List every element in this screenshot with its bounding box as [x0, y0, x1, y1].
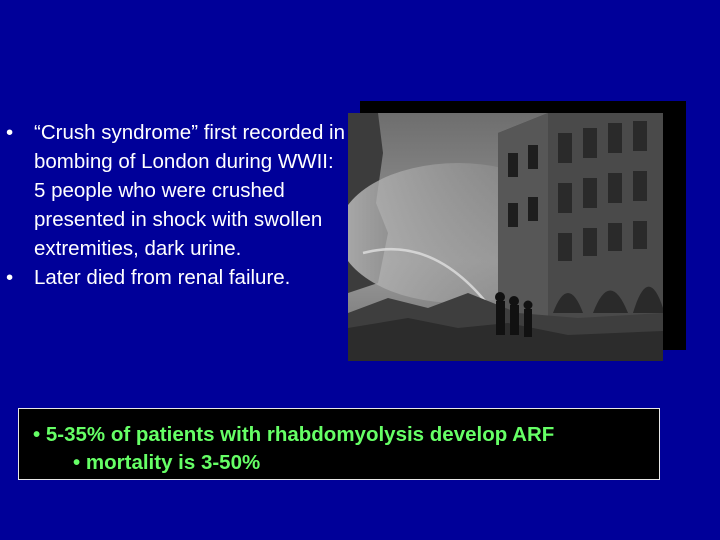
- bullet-marker: •: [6, 121, 14, 144]
- stat-text: 5-35% of patients with rhabdomyolysis develop ARF: [45, 423, 555, 446]
- bullet-list: [6, 118, 346, 292]
- bullet-text: Later died from renal failure.: [34, 266, 291, 289]
- blitz-ruins-photo: [348, 113, 663, 361]
- bullet-text: “Crush syndrome” first recorded in bombing of London during WWII: 5 people who were crushed presented in shock with swollen extremities, dark urine.: [34, 121, 346, 260]
- stat-text: mortality is 3-50%: [85, 451, 261, 474]
- stat-marker: •: [33, 423, 41, 446]
- blitz-ruins-illustration: [348, 113, 663, 361]
- statistics-box: [18, 408, 660, 480]
- bullet-marker: •: [6, 266, 14, 289]
- stat-arf-incidence: [33, 421, 554, 449]
- bullet-item-crush-syndrome: [6, 118, 346, 263]
- stat-mortality: [73, 449, 260, 477]
- stat-marker: •: [73, 451, 81, 474]
- bullet-item-renal-failure: [6, 263, 346, 292]
